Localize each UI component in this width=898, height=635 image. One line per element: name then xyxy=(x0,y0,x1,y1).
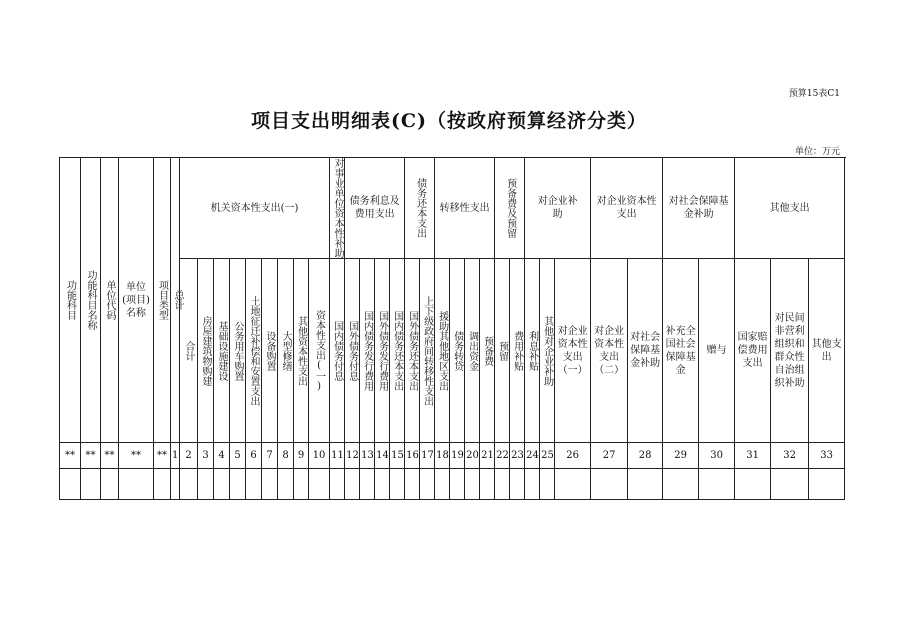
column-header xyxy=(180,259,198,443)
data-cell xyxy=(480,469,495,500)
column-label: 对社会保障基金补助 xyxy=(630,332,661,369)
data-cell xyxy=(628,469,663,500)
column-label: 国内债务还本支出 xyxy=(391,310,403,391)
group-label: 对企业补助 xyxy=(537,196,578,220)
data-cell xyxy=(119,469,154,500)
data-cell xyxy=(809,469,845,500)
data-cell xyxy=(375,469,390,500)
index-cell: 24 xyxy=(525,443,540,469)
group-header xyxy=(405,158,435,259)
data-cell xyxy=(555,469,591,500)
index-cell: 17 xyxy=(420,443,435,469)
column-label: 合计 xyxy=(183,340,194,361)
header-project-type xyxy=(154,158,171,443)
index-cell: 4 xyxy=(214,443,230,469)
column-label: 国外债务还本支出 xyxy=(406,310,418,391)
column-label: 费用补贴 xyxy=(511,330,523,371)
index-cell: 3 xyxy=(198,443,214,469)
index-cell: 12 xyxy=(345,443,360,469)
column-label: 预备费 xyxy=(481,335,493,366)
data-cell xyxy=(230,469,246,500)
data-cell xyxy=(435,469,450,500)
column-label: 其他资本性支出 xyxy=(295,315,307,386)
column-header xyxy=(294,259,309,443)
data-cell xyxy=(262,469,278,500)
column-label: 对企业资本性支出（一） xyxy=(557,325,588,376)
group-label: 转移性支出 xyxy=(439,202,490,214)
column-header xyxy=(309,259,330,443)
column-label: 对民间非营利组织和群众性自治组织补助 xyxy=(774,312,805,389)
group-header xyxy=(735,158,845,259)
index-cell: 2 xyxy=(180,443,198,469)
column-label: 国内债务付息 xyxy=(331,320,343,381)
column-label: 国内债务发行费用 xyxy=(361,310,373,391)
group-label: 预备费及预留 xyxy=(504,178,516,238)
column-header xyxy=(809,259,845,443)
column-header xyxy=(405,259,420,443)
group-label: 债务还本支出 xyxy=(414,178,426,238)
index-cell: 19 xyxy=(450,443,465,469)
column-header xyxy=(278,259,294,443)
column-header xyxy=(360,259,375,443)
column-label: 债务转贷 xyxy=(451,330,463,371)
group-label: 债务利息及费用支出 xyxy=(349,196,400,220)
index-cell: 23 xyxy=(510,443,525,469)
index-cell: 28 xyxy=(628,443,663,469)
expenditure-table xyxy=(59,157,845,500)
data-cell xyxy=(735,469,771,500)
data-cell xyxy=(771,469,809,500)
group-header xyxy=(180,158,330,259)
header-function-name xyxy=(81,158,101,443)
data-cell xyxy=(510,469,525,500)
index-cell: 31 xyxy=(735,443,771,469)
header-label: 总计 xyxy=(172,290,183,310)
column-header xyxy=(450,259,465,443)
column-header xyxy=(555,259,591,443)
column-header xyxy=(230,259,246,443)
group-header xyxy=(525,158,591,259)
header-label: 功能科目 xyxy=(64,280,76,320)
header-label: 功能科目名称 xyxy=(85,270,96,330)
index-cell: 6 xyxy=(246,443,262,469)
group-label: 对事业单位资本性补助 xyxy=(332,158,344,258)
column-label: 对企业资本性支出（二） xyxy=(594,325,625,376)
data-cell xyxy=(214,469,230,500)
data-cell xyxy=(246,469,262,500)
data-cell xyxy=(81,469,101,500)
group-header xyxy=(330,158,345,259)
data-cell xyxy=(154,469,171,500)
index-cell: 32 xyxy=(771,443,809,469)
data-cell xyxy=(198,469,214,500)
column-label: 国外债务付息 xyxy=(346,320,358,381)
index-cell: ** xyxy=(119,443,154,469)
index-cell: 11 xyxy=(330,443,345,469)
index-cell: 30 xyxy=(699,443,735,469)
data-cell xyxy=(171,469,180,500)
column-header xyxy=(510,259,525,443)
index-cell: 13 xyxy=(360,443,375,469)
data-cell xyxy=(278,469,294,500)
header-total xyxy=(171,158,183,443)
column-label: 其他支出 xyxy=(811,338,842,363)
index-cell: 27 xyxy=(591,443,628,469)
index-cell: 16 xyxy=(405,443,420,469)
index-cell: 5 xyxy=(230,443,246,469)
column-header xyxy=(262,259,278,443)
page-title: 项目支出明细表(C)（按政府预算经济分类） xyxy=(250,110,648,132)
index-cell: 21 xyxy=(480,443,495,469)
group-header xyxy=(435,158,495,259)
index-cell: ** xyxy=(101,443,119,469)
column-label: 公务用车购置 xyxy=(232,320,243,381)
column-header xyxy=(198,259,214,443)
data-cell xyxy=(420,469,435,500)
column-label: 国家赔偿费用支出 xyxy=(737,332,768,369)
index-cell: 15 xyxy=(390,443,405,469)
group-header xyxy=(663,158,735,259)
column-header xyxy=(591,259,628,443)
header-label: 项目类型 xyxy=(156,280,168,320)
data-cell xyxy=(101,469,119,500)
index-cell: 33 xyxy=(809,443,845,469)
data-cell xyxy=(180,469,198,500)
index-cell: 1 xyxy=(171,443,180,469)
index-cell: 29 xyxy=(663,443,699,469)
column-header xyxy=(699,259,735,443)
column-header xyxy=(246,259,262,443)
header-label: 单位代码 xyxy=(104,280,115,320)
column-header xyxy=(214,259,230,443)
column-header xyxy=(345,259,360,443)
column-label: 补充全国社会保障基金 xyxy=(665,325,696,376)
index-cell: 14 xyxy=(375,443,390,469)
column-label: 调出资金 xyxy=(466,330,478,371)
group-label: 其他支出 xyxy=(769,202,810,214)
column-header xyxy=(628,259,663,443)
column-header xyxy=(771,259,809,443)
column-label: 房屋建筑物购建 xyxy=(200,315,211,386)
data-cell xyxy=(450,469,465,500)
data-cell xyxy=(330,469,345,500)
column-label: 利息补贴 xyxy=(526,330,538,371)
header-label: 单位(项目)名称 xyxy=(122,281,150,319)
data-cell xyxy=(663,469,699,500)
column-label: 资本性支出(一) xyxy=(313,309,325,392)
index-cell: 18 xyxy=(435,443,450,469)
form-reference-code: 预算15表C1 xyxy=(788,89,840,99)
column-header xyxy=(435,259,450,443)
group-label: 对社会保障基金补助 xyxy=(668,196,729,220)
data-cell xyxy=(390,469,405,500)
group-header xyxy=(345,158,405,259)
data-cell xyxy=(525,469,540,500)
column-header xyxy=(735,259,771,443)
index-cell: 7 xyxy=(262,443,278,469)
data-cell xyxy=(360,469,375,500)
column-header xyxy=(663,259,699,443)
column-label: 预留 xyxy=(496,340,508,361)
group-header xyxy=(591,158,663,259)
data-cell xyxy=(465,469,480,500)
header-function-code xyxy=(60,158,81,443)
data-cell xyxy=(405,469,420,500)
index-cell: ** xyxy=(81,443,101,469)
index-cell: ** xyxy=(60,443,81,469)
data-cell xyxy=(60,469,81,500)
group-header xyxy=(495,158,525,259)
index-cell: 25 xyxy=(540,443,555,469)
header-unit-name xyxy=(119,158,154,443)
column-label: 基础设施建设 xyxy=(216,320,227,381)
index-cell: 22 xyxy=(495,443,510,469)
column-header xyxy=(375,259,390,443)
column-header xyxy=(390,259,405,443)
data-cell xyxy=(345,469,360,500)
column-header xyxy=(420,259,435,443)
data-cell xyxy=(294,469,309,500)
data-cell xyxy=(699,469,735,500)
column-label: 赠与 xyxy=(706,345,727,356)
header-unit-code xyxy=(101,158,119,443)
data-cell xyxy=(309,469,330,500)
index-cell: 20 xyxy=(465,443,480,469)
unit-label: 单位：万元 xyxy=(794,147,840,157)
column-label: 大型修缮 xyxy=(280,330,291,371)
column-label: 国外债务发行费用 xyxy=(376,310,388,391)
group-label: 对企业资本性支出 xyxy=(596,196,657,220)
column-label: 设备购置 xyxy=(264,330,275,371)
index-cell: 9 xyxy=(294,443,309,469)
column-header xyxy=(480,259,495,443)
column-label: 其他对企业补助 xyxy=(541,315,553,386)
column-label: 援助其他地区支出 xyxy=(436,310,448,391)
index-cell: 8 xyxy=(278,443,294,469)
group-label: 机关资本性支出(一) xyxy=(210,202,299,214)
column-header xyxy=(495,259,510,443)
column-label: 上下级政府间转移性支出 xyxy=(421,295,433,406)
index-cell: 26 xyxy=(555,443,591,469)
column-header xyxy=(465,259,480,443)
column-header xyxy=(330,259,345,443)
index-cell: 10 xyxy=(309,443,330,469)
column-label: 土地征迁补偿和安置支出 xyxy=(248,295,259,406)
index-cell: ** xyxy=(154,443,171,469)
column-header xyxy=(525,259,540,443)
data-cell xyxy=(591,469,628,500)
data-cell xyxy=(495,469,510,500)
column-header xyxy=(540,259,555,443)
data-cell xyxy=(540,469,555,500)
